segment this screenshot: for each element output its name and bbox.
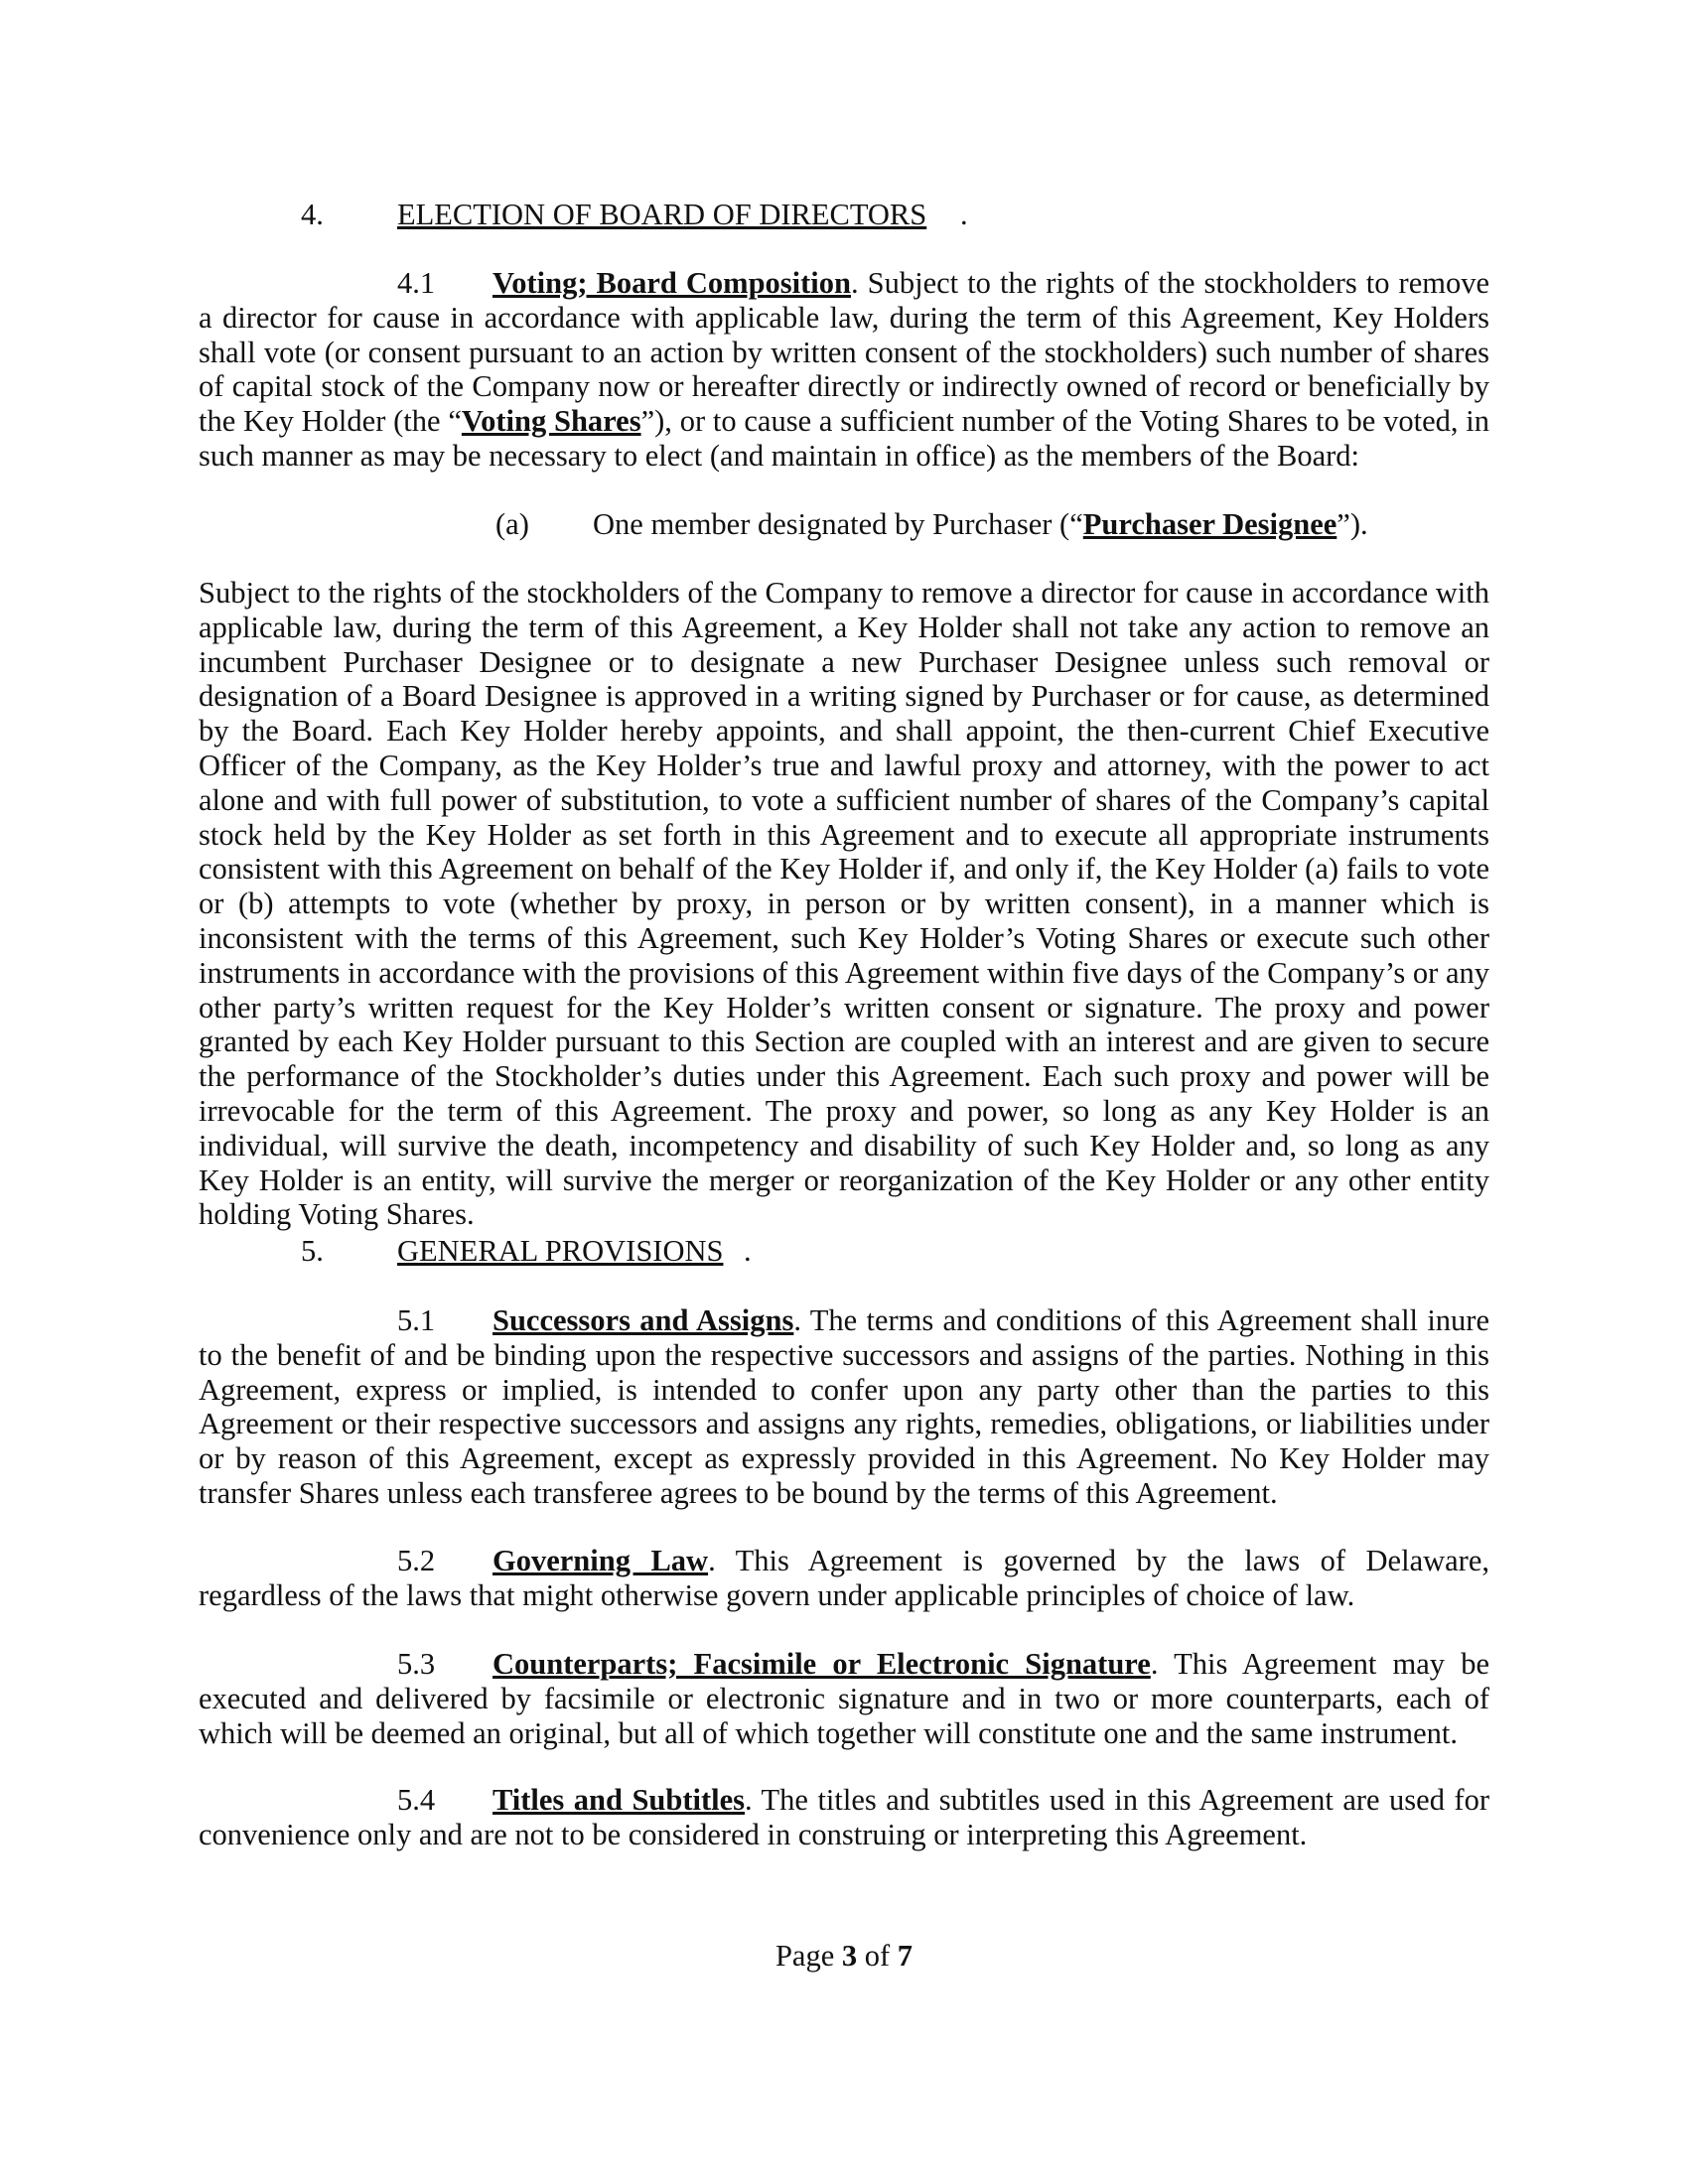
clause-label: (a): [495, 507, 529, 541]
page-number-footer: [0, 1939, 1688, 1974]
subsection-number: 5.4: [397, 1783, 436, 1817]
subsection-number: 5.2: [397, 1544, 436, 1577]
subsection-title: Successors and Assigns: [492, 1303, 794, 1337]
clause-text: [593, 507, 1368, 542]
defined-term: Purchaser Designee: [1082, 507, 1337, 541]
clause-text-end: ”).: [1336, 507, 1368, 541]
page-of: of: [857, 1939, 898, 1973]
subsection-title: Voting; Board Composition: [492, 266, 851, 300]
subsection-number: 5.1: [397, 1303, 436, 1337]
subsection-5-2: [199, 1544, 1489, 1613]
subsection-4-1: [199, 266, 1489, 474]
section-title-text: ELECTION OF BOARD OF DIRECTORS: [397, 198, 927, 231]
subsection-text: . This Agreement may be executed and delivered by facsimile or electronic signature and in two or more counterparts, each of which will be deemed an original, but all of which together will constitute one and the same instrument.: [199, 1647, 1489, 1750]
proxy-paragraph: Subject to the rights of the stockholders of the Company to remove a director for cause in accordance with applicable law, during the term of this Agreement, a Key Holder shall not take any action to remove an incumbent Purchaser Designee or to designate a new Purchaser Designee unless such removal or designation of a Board Designee is approved in a writing signed by Purchaser or for cause, as determined by the Board. Each Key Holder hereby appoints, and shall appoint, the then-current Chief Executive Officer of the Company, as the Key Holder’s true and lawful proxy and attorney, with the power to act alone and with full power of substitution, to vote a sufficient number of shares of the Company’s capital stock held by the Key Holder as set forth in this Agreement and to execute all appropriate instruments consistent with this Agreement on behalf of the Key Holder if, and only if, the Key Holder (a) fails to vote or (b) attempts to vote (whether by proxy, in person or by written consent), in a manner which is inconsistent with the terms of this Agreement, such Key Holder’s Voting Shares or execute such other instruments in accordance with the provisions of this Agreement within five days of the Company’s or any other party’s written request for the Key Holder’s written consent or signature. The proxy and power granted by each Key Holder pursuant to this Section are coupled with an interest and are given to secure the performance of the Stockholder’s duties under this Agreement. Each such proxy and power will be irrevocable for the term of this Agreement. The proxy and power, so long as any Key Holder is an individual, will survive the death, incompetency and disability of such Key Holder and, so long as any Key Holder is an entity, will survive the merger or reorganization of the Key Holder or any other entity holding Voting Shares.: [199, 576, 1489, 1232]
subsection-5-3: [199, 1647, 1489, 1750]
subsection-title: Counterparts; Facsimile or Electronic Signature: [492, 1647, 1151, 1681]
clause-text-start: One member designated by Purchaser (“: [593, 507, 1083, 541]
subsection-5-4: [199, 1783, 1489, 1852]
subsection-text: . This Agreement is governed by the laws of Delaware, regardless of the laws that might otherwise govern under applicable principles of choice of law.: [199, 1544, 1489, 1612]
section-4-heading: [0, 198, 1688, 233]
section-title: [397, 1234, 723, 1269]
section-number: 5.: [301, 1234, 324, 1268]
clause-a: [0, 507, 1688, 543]
subsection-number: 5.3: [397, 1647, 436, 1681]
subsection-text: . The titles and subtitles used in this Agreement are used for convenience only and are not to be considered in construing or interpreting this Agreement.: [199, 1783, 1489, 1851]
subsection-title: Titles and Subtitles: [492, 1783, 745, 1817]
defined-term: Voting Shares: [461, 404, 641, 439]
total-pages: 7: [897, 1939, 914, 1973]
subsection-5-1: [199, 1303, 1489, 1511]
subsection-text-continued: ”), or to cause a sufficient number of the Voting Shares to be voted, in such manner as may be necessary to elect (and maintain in office) as the members of the Board:: [199, 404, 1490, 473]
subsection-title: Governing Law: [492, 1544, 709, 1577]
section-title: [397, 198, 926, 232]
section-5-heading: [0, 1234, 1688, 1270]
page-prefix: Page: [774, 1939, 842, 1973]
subsection-number: 4.1: [397, 266, 436, 300]
section-title-suffix: .: [744, 1234, 752, 1268]
section-number: 4.: [301, 198, 324, 231]
subsection-text: . Subject to the rights of the stockholders to remove a director for cause in accordance with applicable law, during the term of this Agreement, Key Holders shall vote (or consent pursuant to an action by written consent of the stockholders) such number of shares of capital stock of the Company now or hereafter directly or indirectly owned of record or beneficially by the Key Holder (the “: [199, 266, 1489, 439]
subsection-text: . The terms and conditions of this Agreement shall inure to the benefit of and be binding upon the respective successors and assigns of the parties. Nothing in this Agreement, express or implied, is intended to confer upon any party other than the parties to this Agreement or their respective successors and assigns any rights, remedies, obligations, or liabilities under or by reason of this Agreement, except as expressly provided in this Agreement. No Key Holder may transfer Shares unless each transferee agrees to be bound by the terms of this Agreement.: [199, 1303, 1489, 1510]
current-page: 3: [841, 1939, 858, 1973]
section-title-text: GENERAL PROVISIONS: [397, 1234, 724, 1268]
section-title-suffix: .: [960, 198, 968, 231]
